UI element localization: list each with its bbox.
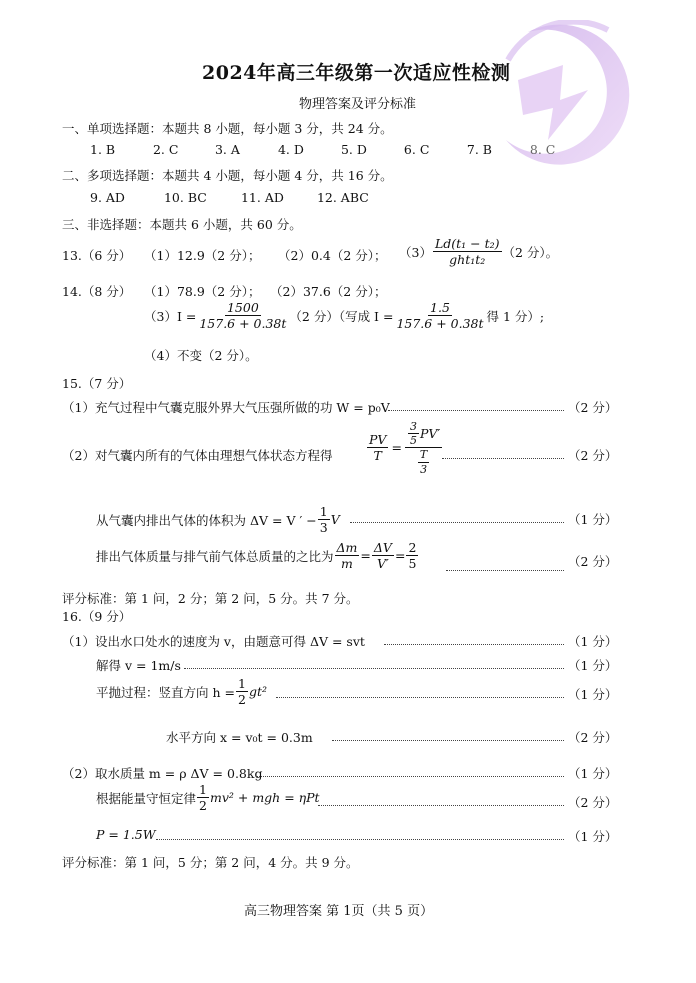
q15-line3-score: （1 分）	[568, 512, 618, 527]
q14-fraction	[197, 300, 288, 331]
leader-dots	[350, 522, 564, 523]
q15-line3-suffix: V	[330, 512, 340, 527]
q15-line4-d1: m	[341, 556, 353, 571]
answer-7: 7. B	[466, 142, 492, 157]
q15-line4-frac2	[372, 540, 394, 571]
leader-dots	[384, 644, 564, 645]
q16-line1-score: （1 分）	[568, 634, 618, 649]
q15-eq-t: T	[419, 448, 428, 462]
answer-12: 12. ABC	[316, 190, 369, 205]
q15-line4-n1: Δm	[336, 540, 358, 555]
q15-line3-prefix: 从气囊内排出气体的体积为 ΔV = V ′ −	[96, 512, 317, 528]
q16-criteria: 评分标准：第 1 问，5 分；第 2 问，4 分。共 9 分。	[62, 855, 359, 870]
q16-line3-score: （1 分）	[568, 687, 618, 702]
q16-line6-num: 1	[199, 782, 207, 797]
section2-answers	[90, 190, 369, 205]
q15-line1-score: （2 分）	[568, 400, 618, 415]
answer-4: 4. D	[277, 142, 304, 157]
q15-line3-num: 1	[319, 504, 328, 519]
q15-line3	[96, 504, 340, 535]
q15-eq-three: 3	[409, 420, 417, 433]
q15-line4-prefix: 排出气体质量与排气前气体总质量的之比为	[96, 548, 334, 564]
q16-line6-den: 2	[199, 798, 207, 813]
q16-line6	[96, 782, 320, 813]
q15-eq-left-fraction	[367, 432, 388, 463]
q13-label: 13.（6 分）	[62, 248, 132, 263]
q15-eq-right-num	[405, 420, 442, 448]
answer-2: 2. C	[152, 142, 179, 157]
q16-line2: 解得 v = 1m/s	[96, 658, 181, 673]
q15-equation	[366, 420, 443, 476]
q14-part3	[144, 300, 544, 331]
q15-eq-sign: =	[391, 440, 402, 456]
page-subtitle: 物理答案及评分标准	[299, 97, 417, 112]
q16-line7-score: （1 分）	[568, 829, 618, 844]
q15-eq-t-over-three	[418, 448, 429, 475]
leader-dots	[388, 410, 564, 411]
q16-line6-suffix: mv² + mgh = ηPt	[209, 790, 320, 805]
q15-line4-frac3	[406, 540, 418, 571]
q16-line6-score: （2 分）	[568, 795, 618, 810]
q16-line3-prefix: 平抛过程：竖直方向 h =	[96, 684, 235, 700]
q15-line3-den: 3	[319, 520, 328, 535]
q13-fraction-numerator: Ld(t₁ − t₂)	[434, 236, 500, 251]
q16-line4: 水平方向 x = v₀t = 0.3m	[166, 730, 313, 745]
q14-fraction-denominator: 157.6 + 0.38t	[199, 316, 287, 331]
q13-part3-suffix: （2 分）。	[502, 244, 559, 260]
leader-dots	[184, 668, 564, 669]
leader-dots	[332, 740, 564, 741]
q14-label: 14.（8 分）	[62, 284, 132, 299]
answer-3: 3. A	[214, 142, 240, 157]
q15-eq-three-fifths	[408, 420, 419, 447]
leader-dots	[156, 839, 564, 840]
q16-line3-den: 2	[237, 692, 246, 707]
q15-eq-five: 5	[409, 434, 417, 448]
q13-part1: （1）12.9（2 分）；	[144, 248, 261, 263]
q13-part3-prefix: （3）	[399, 244, 432, 260]
leader-dots	[276, 697, 564, 698]
leader-dots	[446, 570, 564, 571]
q14-fraction-alt	[394, 300, 485, 331]
q15-label: 15.（7 分）	[62, 376, 132, 391]
q15-line3-fraction	[318, 504, 330, 535]
answer-1: 1. B	[90, 142, 116, 157]
q15-eq-right-fraction	[405, 420, 442, 476]
q15-criteria: 评分标准：第 1 问，2 分；第 2 问，5 分。共 7 分。	[62, 591, 359, 606]
q14-fraction-alt-denominator: 157.6 + 0.38t	[396, 316, 484, 331]
q15-line2: （2）对气囊内所有的气体由理想气体状态方程得	[62, 448, 333, 463]
q14-part1: （1）78.9（2 分）；	[144, 284, 261, 299]
q15-line1: （1）充气过程中气囊克服外界大气压强所做的功 W = p₀V	[62, 400, 390, 415]
answer-9: 9. AD	[90, 190, 125, 205]
q13-fraction-denominator: ght₁t₂	[449, 252, 486, 267]
q14-part3-prefix: （3）I =	[144, 308, 197, 324]
q15-eq-left-den: T	[373, 448, 382, 464]
q16-line2-score: （1 分）	[568, 658, 618, 673]
q15-line4-d2: V′	[376, 556, 389, 571]
q15-line4-frac1	[335, 540, 360, 571]
page-title: 2024年高三年级第一次适应性检测	[202, 62, 511, 84]
q13-part2: （2）0.4（2 分）；	[278, 248, 387, 263]
q15-line4: 排出气体质量与排气前气体总质量的之比为 $\frac{\Delta m}{m}$ = $\frac{\Delta V}{V'}$ = $\frac{2}{5}$	[96, 540, 417, 571]
q15-eq-three-b: 3	[420, 462, 428, 476]
q13-fraction	[433, 236, 502, 267]
q16-line3-suffix: gt²	[248, 684, 267, 699]
q15-eq-right-den	[415, 448, 432, 475]
q14-fraction-numerator: 1500	[226, 300, 259, 315]
answer-8: 8. C	[529, 142, 556, 157]
q16-line6-fraction	[197, 782, 209, 813]
q16-label: 16.（9 分）	[62, 609, 132, 624]
leader-dots	[442, 458, 564, 459]
q15-line2-score: （2 分）	[568, 448, 618, 463]
answer-11: 11. AD	[240, 190, 284, 205]
q15-line4-n2: ΔV	[373, 540, 392, 555]
section1-heading: 一、单项选择题：本题共 8 小题，每小题 3 分，共 24 分。	[62, 121, 393, 136]
q16-line5-score: （1 分）	[568, 766, 618, 781]
q14-part3-middle: （2 分）（写成 I =	[289, 308, 394, 324]
q13-part3	[399, 236, 558, 267]
q14-fraction-alt-numerator: 1.5	[430, 300, 450, 315]
section3-heading: 三、非选择题：本题共 6 小题，共 60 分。	[62, 217, 302, 232]
answer-10: 10. BC	[163, 190, 207, 205]
q16-line1: （1）设出水口处水的速度为 v，由题意可得 ΔV = svt	[62, 634, 365, 649]
q14-part3-suffix: 得 1 分）;	[486, 308, 545, 324]
answer-5: 5. D	[340, 142, 367, 157]
q14-part4: （4）不变（2 分）。	[144, 348, 258, 363]
q14-part2: （2）37.6（2 分）；	[270, 284, 387, 299]
q15-eq-pv: PV′	[419, 426, 441, 442]
q16-line4-score: （2 分）	[568, 730, 618, 745]
q15-line4-d3: 5	[408, 556, 417, 571]
answer-6: 6. C	[403, 142, 430, 157]
q16-line3-num: 1	[237, 676, 246, 691]
leader-dots	[318, 805, 564, 806]
q16-line3	[96, 676, 267, 707]
q15-line4-score: （2 分）	[568, 554, 618, 569]
page-footer: 高三物理答案 第 1页（共 5 页）	[244, 904, 434, 919]
section1-answers	[90, 142, 555, 157]
section2-heading: 二、多项选择题：本题共 4 小题，每小题 4 分，共 16 分。	[62, 168, 393, 183]
q16-line3-fraction	[236, 676, 248, 707]
q15-eq-left-num: PV	[369, 432, 387, 448]
q16-line7: P = 1.5W	[96, 827, 156, 842]
q15-line4-n3: 2	[408, 540, 417, 555]
leader-dots	[256, 776, 564, 777]
q16-line6-prefix: 根据能量守恒定律	[96, 790, 197, 806]
q16-line5: （2）取水质量 m = ρ ΔV = 0.8kg	[62, 766, 263, 781]
